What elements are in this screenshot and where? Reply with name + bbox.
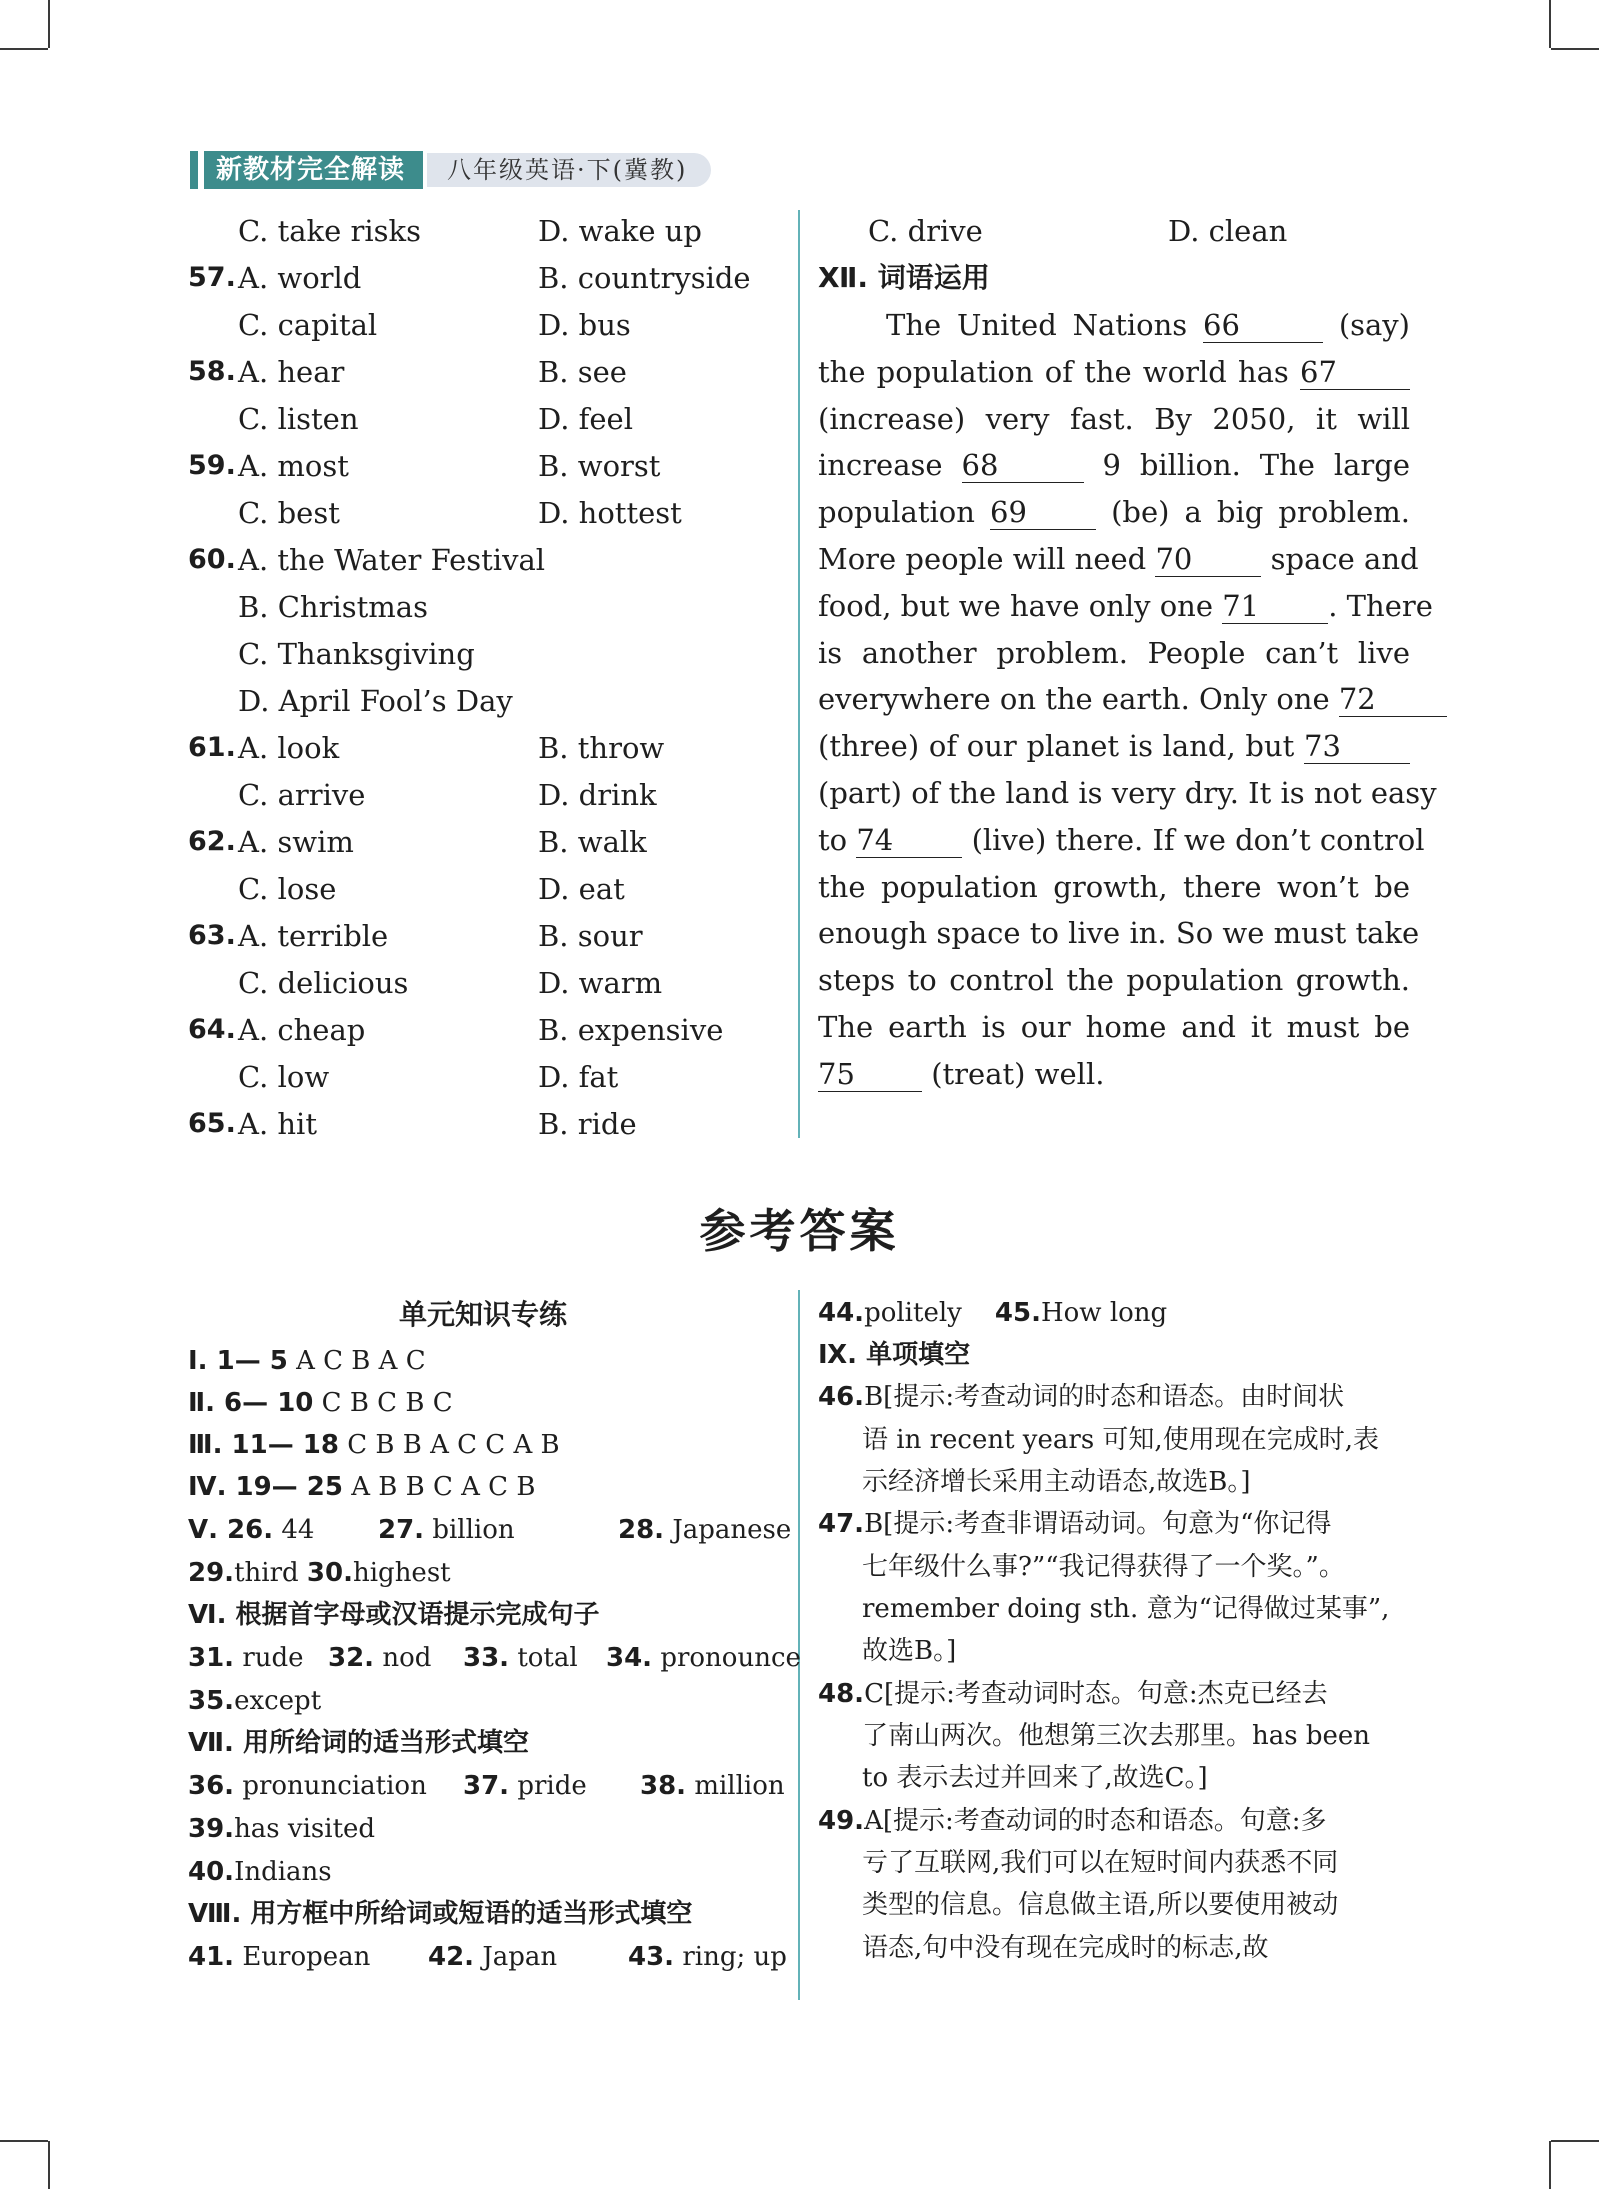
option-d: D. hottest — [538, 496, 682, 530]
option-b: B. walk — [538, 825, 647, 859]
blank-74[interactable]: 74 — [856, 823, 962, 858]
option-d: D. warm — [538, 966, 663, 1000]
crop-mark — [0, 48, 48, 50]
option-c: C. low — [238, 1060, 330, 1094]
answer-line: to 表示去过并回来了,故选C。] — [862, 1763, 1208, 1793]
passage-line: (three) of our planet is land, but 73 — [818, 723, 1410, 770]
answer-line: 36. pronunciation 37. pride 38. million — [188, 1771, 785, 1801]
option-c: C. capital — [238, 308, 378, 342]
option-c: C. listen — [238, 402, 359, 436]
crop-mark — [0, 2140, 48, 2142]
passage-line: increase 68 9 billion. The large — [818, 448, 1411, 483]
answer-line: 类型的信息。信息做主语,所以要使用被动 — [862, 1890, 1339, 1920]
section-heading: Ⅶ. 用所给词的适当形式填空 — [188, 1728, 529, 1758]
option-d: D. April Fool’s Day — [238, 684, 513, 718]
blank-69[interactable]: 69 — [990, 495, 1096, 530]
passage-line: steps to control the population growth. — [818, 963, 1410, 998]
word-use-passage — [818, 302, 1437, 1098]
column-divider — [798, 210, 800, 1138]
crop-mark — [48, 2141, 50, 2189]
option-b: B. worst — [538, 449, 661, 483]
passage-line: the population growth, there won’t be — [818, 869, 1410, 904]
answer-line: remember doing sth. 意为“记得做过某事”, — [862, 1594, 1390, 1624]
option-c: C. arrive — [238, 778, 366, 812]
passage-line: everywhere on the earth. Only one 72 — [818, 676, 1410, 723]
answer-line: 了南山两次。他想第三次去那里。has been — [862, 1721, 1371, 1751]
question-number: 65. — [188, 1108, 236, 1139]
question-number: 60. — [188, 544, 236, 575]
section-heading: Ⅻ. 词语运用 — [818, 261, 990, 294]
option-d: D. drink — [538, 778, 657, 812]
answer-line: Ⅰ. 1— 5 A C B A C — [188, 1346, 426, 1376]
option-a: A. swim — [238, 825, 354, 859]
question-number: 64. — [188, 1014, 236, 1045]
option-b: B. Christmas — [238, 590, 428, 624]
answer-line: 示经济增长采用主动语态,故选B。] — [862, 1467, 1251, 1497]
question-number: 62. — [188, 826, 236, 857]
option-b: B. sour — [538, 919, 643, 953]
series-title: 新教材完全解读 — [204, 151, 423, 189]
answer-line: 40.Indians — [188, 1857, 332, 1887]
option-a: A. cheap — [238, 1013, 366, 1047]
option-d: D. fat — [538, 1060, 619, 1094]
answer-line: 亏了互联网,我们可以在短时间内获悉不同 — [862, 1848, 1339, 1878]
passage-line: (part) of the land is very dry. It is not easy — [818, 775, 1437, 810]
passage-line: enough space to live in. So we must take — [818, 916, 1420, 951]
passage-line: 75 (treat) well. — [818, 1056, 1105, 1091]
header-accent-bar — [190, 151, 198, 189]
question-number: 57. — [188, 262, 236, 293]
crop-mark — [1551, 48, 1599, 50]
answer-48: 48.C[提示:考查动词时态。句意:杰克已经去 — [818, 1679, 1328, 1709]
crop-mark — [1551, 2140, 1599, 2142]
blank-72[interactable]: 72 — [1339, 682, 1447, 717]
answer-line: 语 in recent years 可知,使用现在完成时,表 — [862, 1425, 1379, 1455]
option-a: A. world — [238, 261, 362, 295]
option-a: A. hear — [238, 355, 345, 389]
blank-66[interactable]: 66 — [1203, 308, 1323, 343]
passage-line: The earth is our home and it must be — [818, 1009, 1410, 1044]
answer-46: 46.B[提示:考查动词的时态和语态。由时间状 — [818, 1382, 1345, 1412]
option-b: B. expensive — [538, 1013, 724, 1047]
answer-line: 七年级什么事?”“我记得获得了一个奖。”。 — [862, 1552, 1345, 1582]
option-d: D. eat — [538, 872, 625, 906]
option-b: B. countryside — [538, 261, 751, 295]
passage-line: The United Nations 66 (say) — [886, 308, 1410, 342]
passage-line: to 74 (live) there. If we don’t control — [818, 822, 1425, 857]
answer-line: Ⅲ. 11— 18 C B B A C C A B — [188, 1430, 560, 1460]
blank-75[interactable]: 75 — [818, 1057, 922, 1092]
running-header — [190, 150, 711, 190]
section-heading: Ⅸ. 单项填空 — [818, 1340, 971, 1370]
section-heading: Ⅷ. 用方框中所给词或短语的适当形式填空 — [188, 1899, 693, 1929]
crop-mark — [48, 0, 50, 48]
option-a: A. hit — [238, 1107, 317, 1141]
answer-line: 故选B。] — [862, 1636, 957, 1666]
passage-line: population 69 (be) a big problem. — [818, 495, 1411, 530]
option-b: B. ride — [538, 1107, 637, 1141]
passage-line: (increase) very fast. By 2050, it will — [818, 401, 1410, 436]
answer-47: 47.B[提示:考查非谓语动词。句意为“你记得 — [818, 1509, 1332, 1539]
answer-line: Ⅳ. 19— 25 A B B C A C B — [188, 1472, 536, 1502]
option-c: C. lose — [238, 872, 337, 906]
answers-subtitle: 单元知识专练 — [398, 1298, 567, 1331]
question-number: 58. — [188, 356, 236, 387]
option-c: C. drive — [868, 214, 983, 248]
option-d: D. clean — [1168, 214, 1288, 248]
answer-49: 49.A[提示:考查动词的时态和语态。句意:多 — [818, 1806, 1327, 1836]
option-c: C. delicious — [238, 966, 409, 1000]
option-d: D. feel — [538, 402, 633, 436]
option-c: C. take risks — [238, 214, 421, 248]
book-title: 八年级英语·下(冀教) — [427, 153, 711, 187]
blank-71[interactable]: 71 — [1222, 589, 1328, 624]
question-number: 63. — [188, 920, 236, 951]
blank-73[interactable]: 73 — [1304, 729, 1410, 764]
question-number: 61. — [188, 732, 236, 763]
answer-line: 35.except — [188, 1686, 322, 1716]
passage-line: More people will need 70 space and — [818, 541, 1419, 576]
answer-line: 39.has visited — [188, 1814, 376, 1844]
question-number: 59. — [188, 450, 236, 481]
blank-70[interactable]: 70 — [1155, 542, 1261, 577]
blank-68[interactable]: 68 — [962, 448, 1084, 483]
option-c: C. best — [238, 496, 340, 530]
passage-line: is another problem. People can’t live — [818, 635, 1410, 670]
crop-mark — [1549, 0, 1551, 48]
answer-line: Ⅱ. 6— 10 C B C B C — [188, 1388, 453, 1418]
passage-line: food, but we have only one 71 . There — [818, 588, 1433, 623]
answer-line: 31. rude 32. nod 33. total 34. pronounce — [188, 1643, 801, 1673]
crop-mark — [1549, 2141, 1551, 2189]
option-b: B. see — [538, 355, 627, 389]
option-d: D. bus — [538, 308, 631, 342]
option-d: D. wake up — [538, 214, 702, 248]
option-a: A. look — [238, 731, 340, 765]
answers-title: 参考答案 — [699, 1204, 900, 1258]
option-a: A. the Water Festival — [238, 543, 546, 577]
option-b: B. throw — [538, 731, 665, 765]
answer-line: Ⅴ. 26. 44 27. billion 28. Japanese — [188, 1515, 792, 1545]
blank-67[interactable]: 67 — [1300, 355, 1410, 390]
answer-line: 语态,句中没有现在完成时的标志,故 — [862, 1933, 1269, 1963]
section-heading: Ⅵ. 根据首字母或汉语提示完成句子 — [188, 1600, 600, 1630]
answer-line: 44.politely 45.How long — [818, 1298, 1168, 1328]
option-row — [868, 208, 1288, 254]
option-a: A. terrible — [238, 919, 389, 953]
passage-line: the population of the world has 67 — [818, 349, 1410, 396]
answer-line: 41. European 42. Japan 43. ring; up — [188, 1942, 787, 1972]
option-c: C. Thanksgiving — [238, 637, 475, 671]
option-a: A. most — [238, 449, 349, 483]
answer-line: 29.third 30.highest — [188, 1558, 451, 1588]
